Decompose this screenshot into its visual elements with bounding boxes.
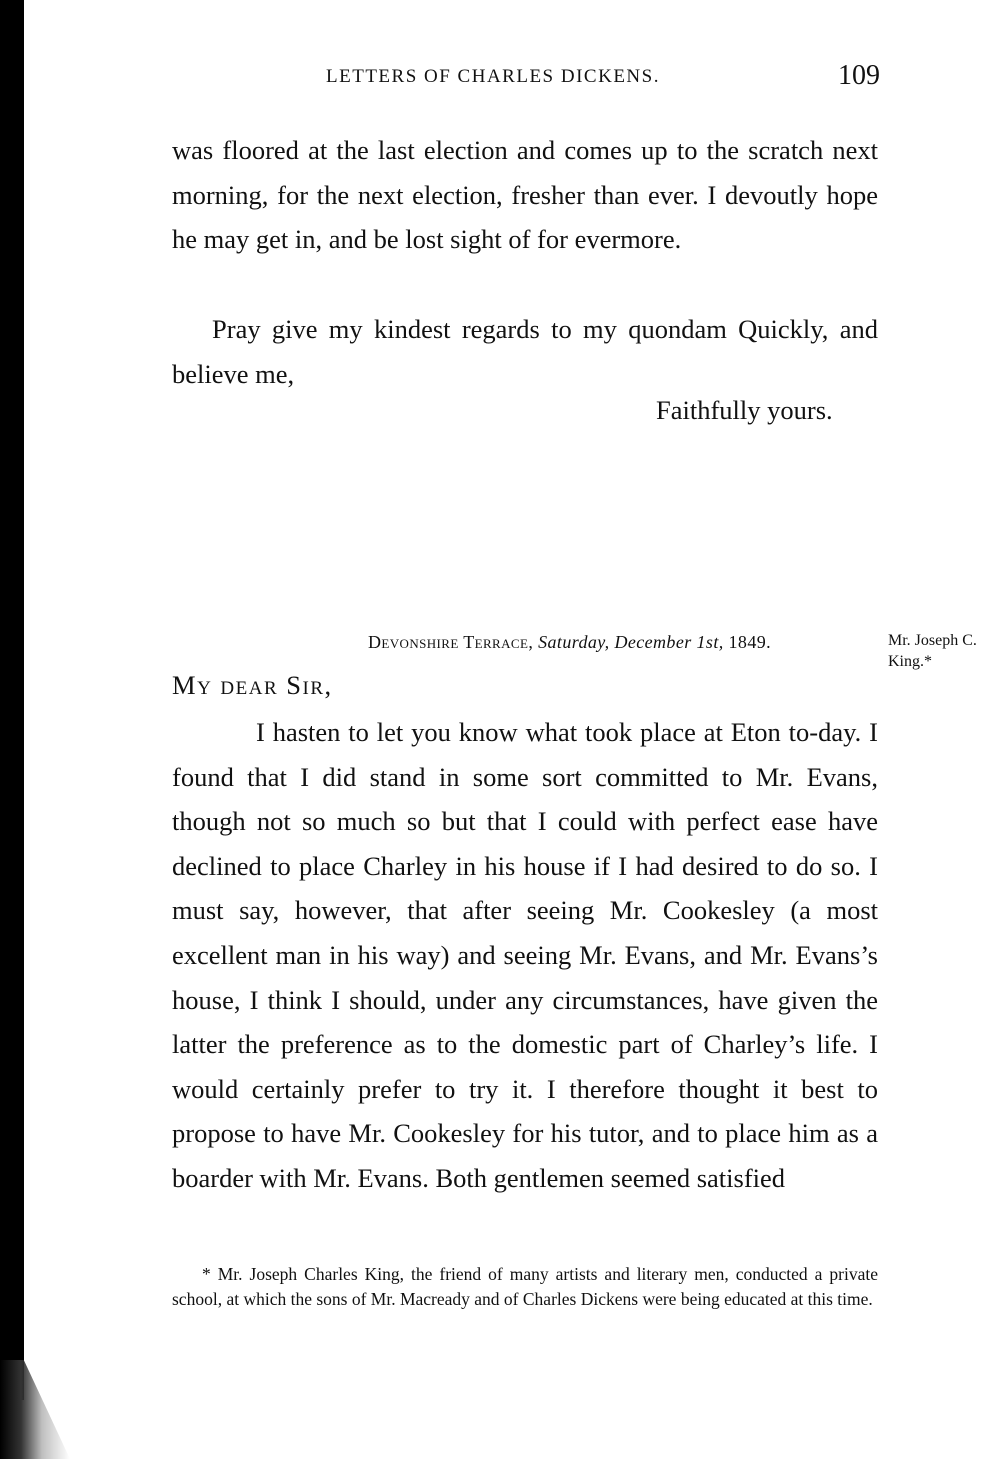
dateline-date: Saturday, December 1st,	[538, 632, 724, 652]
letter-body-paragraph: I hasten to let you know what took place at Eton to-day. I found that I did stand in some sort committed to Mr. Evans, though not so much so but that I could with perfect ease have declined to place Charley in his house if I had desired to do so. I must say, however, that after seeing Mr. Cookesley (a most excellent man in his way) and seeing Mr. Evans, and Mr. Evans’s house, I think I should, under any circumstances, have given the latter the preference as to the domestic part of Charley’s life. I would certainly prefer to try it. I therefore thought it best to propose to have Mr. Cookesley for his tutor, and to place him as a boarder with Mr. Evans. Both gentlemen seemed satisfied	[172, 717, 878, 1193]
letter-salutation: My dear Sir,	[172, 670, 333, 700]
dateline-year: 1849.	[723, 632, 772, 652]
letter-dateline	[368, 632, 771, 653]
running-head-title: LETTERS OF CHARLES DICKENS.	[326, 66, 660, 87]
dateline-place: Devonshire Terrace,	[368, 632, 534, 652]
page-binding-edge	[0, 0, 24, 1400]
previous-letter-paragraph-2: Pray give my kindest regards to my quondam Quickly, and believe me,	[172, 314, 878, 389]
running-head	[170, 60, 880, 100]
footnote: * Mr. Joseph Charles King, the friend of many artists and literary men, conducted a private school, at which the sons of Mr. Macready and of Charles Dickens were being educated at this time.	[172, 1264, 878, 1309]
recipient-margin-note: Mr. Joseph C. King.*	[888, 632, 977, 670]
letter-closing: Faithfully yours.	[656, 395, 833, 425]
previous-letter-paragraph-1: was floored at the last election and comes up to the scratch next morning, for the next election, fresher than ever. I devoutly hope he may get in, and be lost sight of for evermore.	[172, 135, 878, 255]
page-number: 109	[838, 60, 880, 91]
page-binding-shadow	[0, 1360, 70, 1459]
